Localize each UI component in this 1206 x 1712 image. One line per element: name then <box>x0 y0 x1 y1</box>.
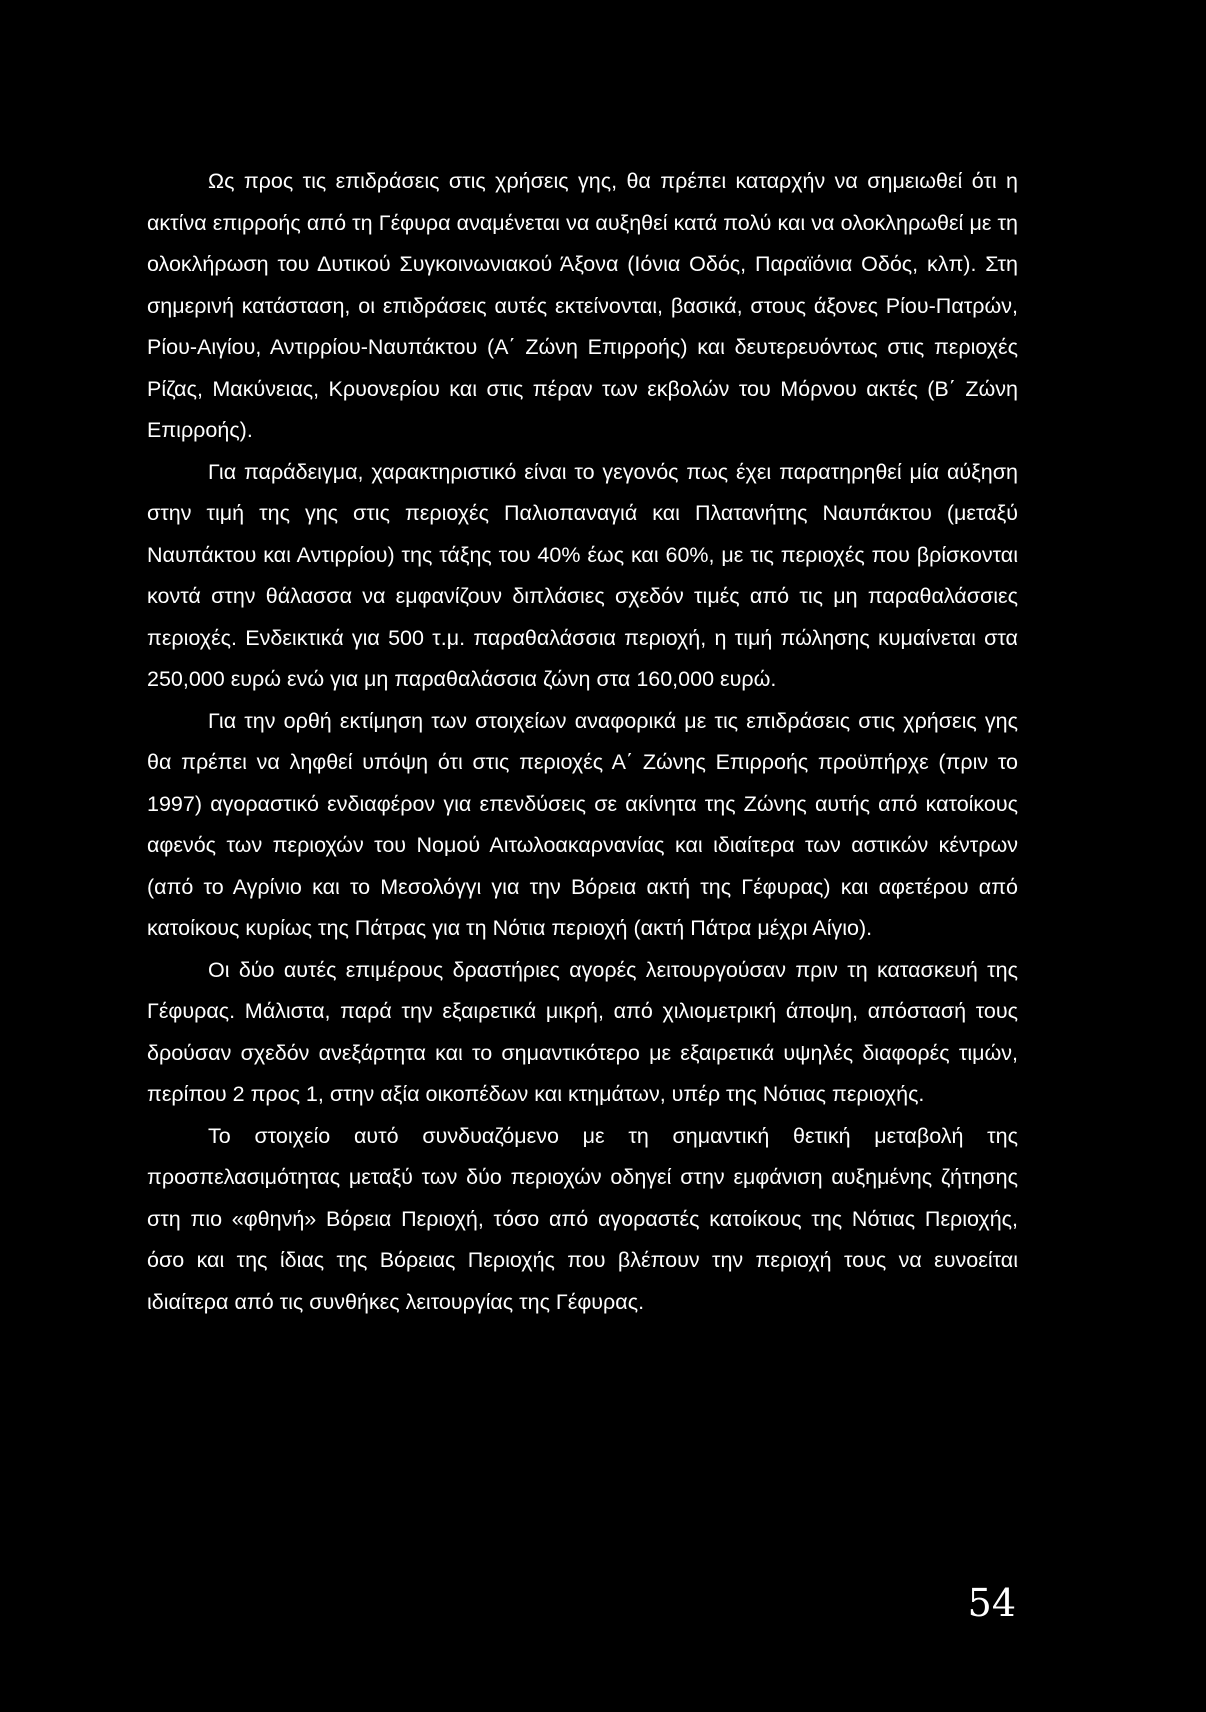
page-number: 54 <box>967 1581 1016 1625</box>
paragraph-separate-markets: Οι δύο αυτές επιμέρους δραστήριες αγορές λειτουργούσαν πριν τη κατασκευή της Γέφυρας. Μάλιστα, παρά την εξαιρετικά μικρή, από χιλιομετρική άποψη, απόστασή τους δρούσαν σχεδόν ανεξάρτητα και το σημαντικότερο με εξαιρετικά υψηλές διαφορές τιμών, περίπου 2 προς 1, στην αξία οικοπέδων και κτημάτων, υπέρ της Νότιας περιοχής. <box>147 957 1018 1106</box>
paragraph-land-price-example: Για παράδειγμα, χαρακτηριστικό είναι το γεγονός πως έχει παρατηρηθεί μία αύξηση στην τιμή της γης στις περιοχές Παλιοπαναγιά και Πλατανήτης Ναυπάκτου (μεταξύ Ναυπάκτου και Αντιρρίου) της τάξης του 40% έως και 60%, με τις περιοχές που βρίσκονται κοντά στην θάλασσα να εμφανίζουν διπλάσιες σχεδόν τιμές από τις μη παραθαλάσσιες περιοχές. Ενδεικτικά για 500 τ.μ. παραθαλάσσια περιοχή, η τιμή πώλησης κυμαίνεται στα 250,000 ευρώ ενώ για μη παραθαλάσσια ζώνη στα 160,000 ευρώ. <box>147 459 1018 691</box>
body-text <box>147 161 1018 1323</box>
paragraph-prior-investment-interest: Για την ορθή εκτίμηση των στοιχείων αναφορικά με τις επιδράσεις στις χρήσεις γης θα πρέπει να ληφθεί υπόψη ότι στις περιοχές Α΄ Ζώνης Επιρροής προϋπήρχε (πριν το 1997) αγοραστικό ενδιαφέρον για επενδύσεις σε ακίνητα της Ζώνης αυτής από κατοίκους αφενός των περιοχών του Νομού Αιτωλοακαρνανίας και ιδιαίτερα των αστικών κέντρων (από το Αγρίνιο και το Μεσολόγγι για την Βόρεια ακτή της Γέφυρας) και αφετέρου από κατοίκους κυρίως της Πάτρας για τη Νότια περιοχή (ακτή Πάτρα μέχρι Αίγιο). <box>147 708 1018 940</box>
paragraph-land-use-effects: Ως προς τις επιδράσεις στις χρήσεις γης, θα πρέπει καταρχήν να σημειωθεί ότι η ακτίνα επιρροής από τη Γέφυρα αναμένεται να αυξηθεί κατά πολύ και να ολοκληρωθεί με τη ολοκλήρωση του Δυτικού Συγκοινωνιακού Άξονα (Ιόνια Οδός, Παραϊόνια Οδός, κλπ). Στη σημερινή κατάσταση, οι επιδράσεις αυτές εκτείνονται, βασικά, στους άξονες Ρίου-Πατρών, Ρίου-Αιγίου, Αντιρρίου-Ναυπάκτου (Α΄ Ζώνη Επιρροής) και δευτερευόντως στις περιοχές Ρίζας, Μακύνειας, Κρυονερίου και στις πέραν των εκβολών του Μόρνου ακτές (Β΄ Ζώνη Επιρροής). <box>147 169 1018 442</box>
paragraph-increased-demand: Το στοιχείο αυτό συνδυαζόμενο με τη σημαντική θετική μεταβολή της προσπελασιμότητας μεταξύ των δύο περιοχών οδηγεί στην εμφάνιση αυξημένης ζήτησης στη πιο «φθηνή» Βόρεια Περιοχή, τόσο από αγοραστές κατοίκους της Νότιας Περιοχής, όσο και της ίδιας της Βόρειας Περιοχής που βλέπουν την περιοχή τους να ευνοείται ιδιαίτερα από τις συνθήκες λειτουργίας της Γέφυρας. <box>147 1123 1018 1314</box>
